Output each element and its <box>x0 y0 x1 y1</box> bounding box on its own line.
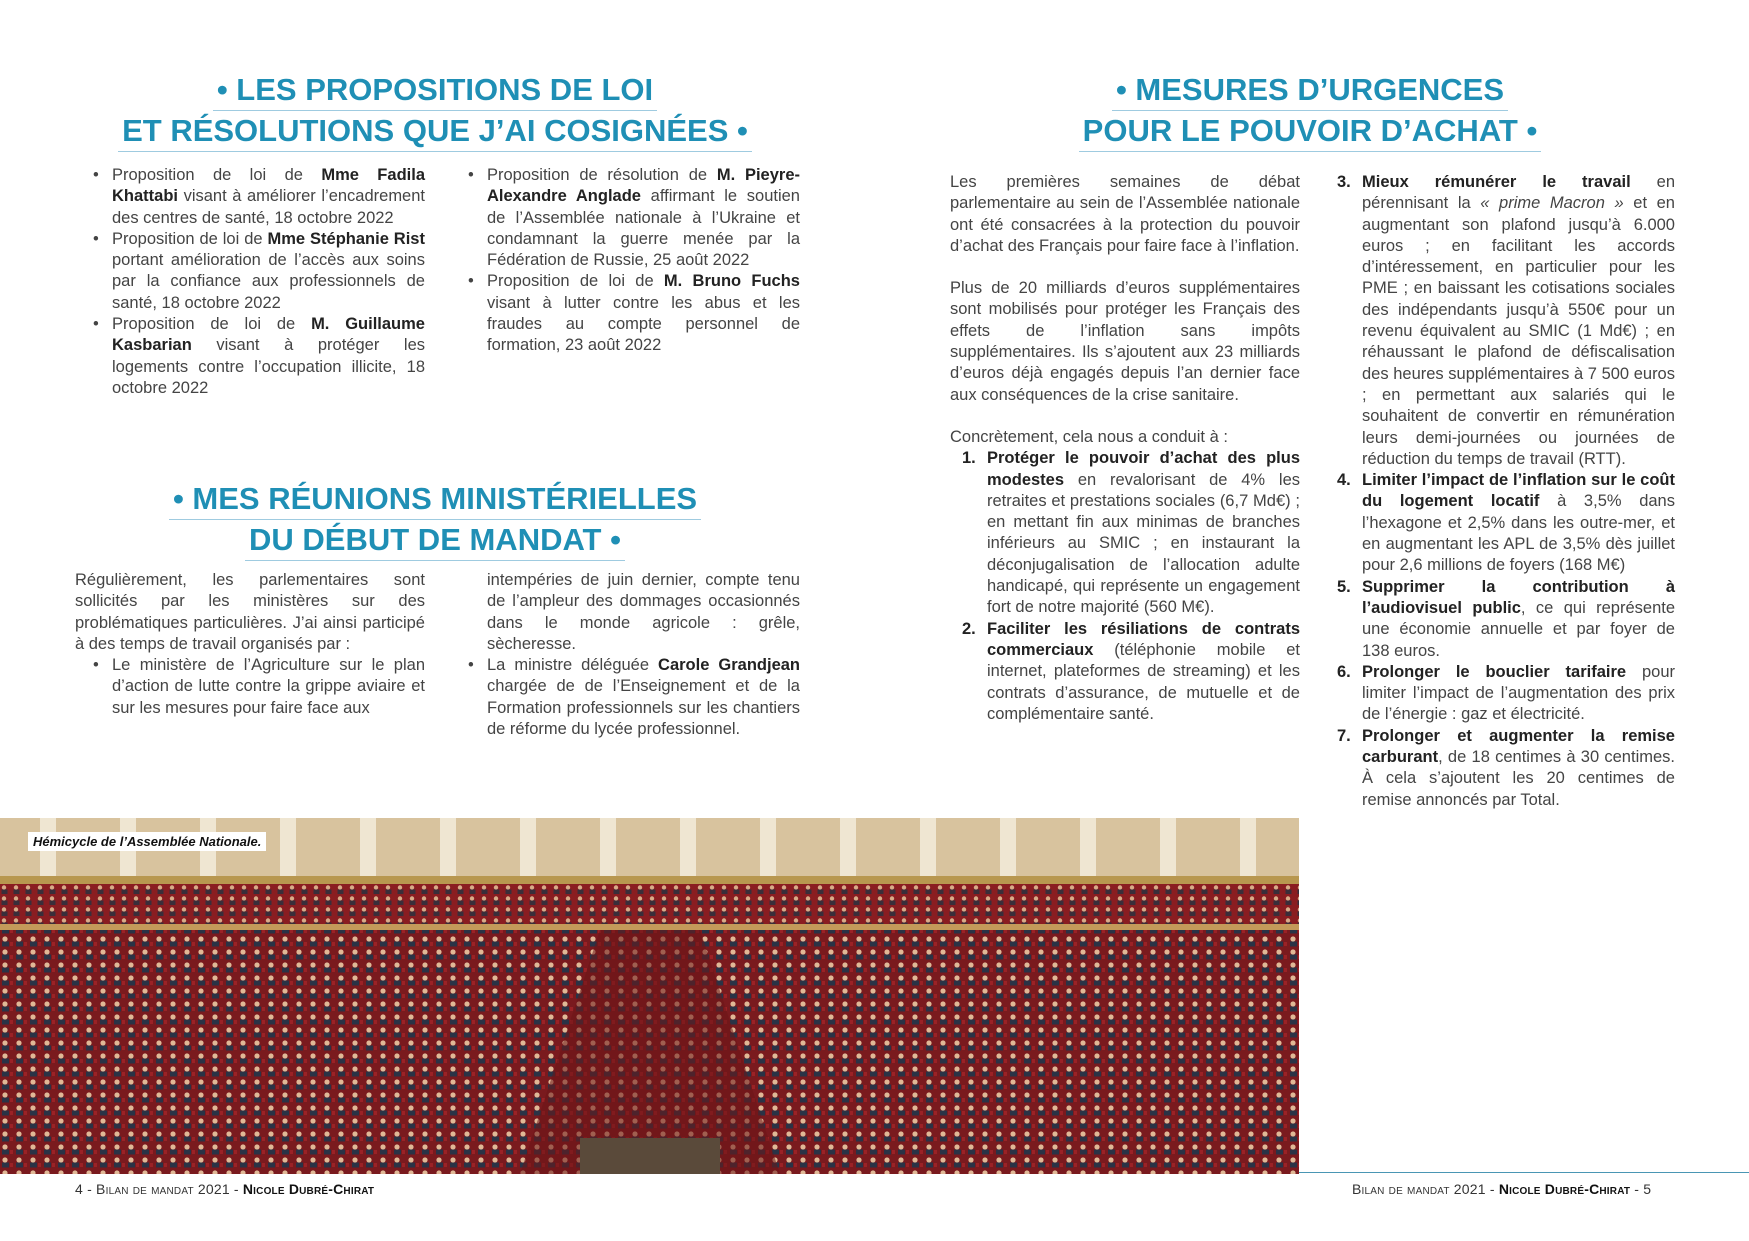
heading-reunions-line2: DU DÉBUT DE MANDAT • <box>245 520 625 561</box>
heading-reunions-line1: • MES RÉUNIONS MINISTÉRIELLES <box>169 479 701 520</box>
list-item: • Proposition de résolution de M. Pieyre-Alexandre Anglade affirmant le soutien de l’Assemblée nationale à l’Ukraine et condamnant la guerre menée par la Fédération de Russie, 25 août 2022 <box>450 165 800 271</box>
footer-title: Bilan de mandat 2021 <box>1352 1181 1486 1197</box>
propositions-list-col1 <box>75 165 425 399</box>
list-item: • Proposition de loi de M. Bruno Fuchs visant à lutter contre les abus et les fraudes au compte personnel de formation, 23 août 2022 <box>450 271 800 356</box>
list-item: 1. Protéger le pouvoir d’achat des plus modestes en revalorisant de 4% les retraites et prestations sociales (6,7 Md€) ; en mettant fin aux minimas de branches inférieurs au SMIC ; en instaurant la déconjugalisation de l’allocation adulte handicapé, qui représente un engagement fort de notre majorité (560 M€). <box>962 449 1300 617</box>
reunions-item1-continued: intempéries de juin dernier, compte tenu de l’ampleur des dommages occasionnés dans le monde agricole : grêle, sècheresse. <box>487 571 800 653</box>
list-item: 3. Mieux rémunérer le travail en pérennisant la « prime Macron » et en augmentant son plafond jusqu’à 6.000 euros ; en facilitant les accords d’intéressement, en particulier pour les PME ; en baissant les cotisations sociales des indépendants jusqu’à 550€ pour un revenu équivalent au SMIC (1 Md€) ; en réhaussant le plafond de défiscalisation des heures supplémentaires à 7 500 euros ; en permettant aux salariés qui le souhaitent de convertir en rémunération leurs demi-journées ou journées de réduction du temps de travail (RTT). <box>1337 173 1675 468</box>
footer-title: Bilan de mandat 2021 <box>96 1181 230 1197</box>
heading-mesures-line1: • MESURES D’URGENCES <box>1112 70 1508 111</box>
heading-mesures-line2: POUR LE POUVOIR D’ACHAT • <box>1079 111 1542 152</box>
list-item: 7. Prolonger et augmenter la remise carburant, de 18 centimes à 30 centimes. À cela s’ajoutent les 20 centimes de remise annoncés par Total. <box>1337 726 1675 809</box>
footer-left: 4 - Bilan de mandat 2021 - Nicole Dubré-Chirat <box>75 1181 375 1197</box>
list-item: 4. Limiter l’impact de l’inflation sur le coût du logement locatif à 3,5% dans l’hexagone et 2,5% dans les outre-mer, et en augmentant les APL de 3,5% dès juillet pour 2,6 millions de foyers (168 M€) <box>1337 471 1675 575</box>
list-item: • La ministre déléguée Carole Grandjean chargée de de l’Enseignement et de la Formation professionnels sur les chantiers de réforme du lycée professionnel. <box>450 655 800 740</box>
list-item: • Proposition de loi de Mme Fadila Khattabi visant à améliorer l’encadrement des centres de santé, 18 octobre 2022 <box>75 165 425 229</box>
footer-rule <box>1299 1172 1749 1173</box>
footer-right: Bilan de mandat 2021 - Nicole Dubré-Chirat - 5 <box>1352 1181 1652 1197</box>
list-item: 2. Faciliter les résiliations de contrats commerciaux (téléphonie mobile et internet, plateformes de streaming) et les contrats d’assurance, de mutuelle et de complémentaire santé. <box>962 619 1300 723</box>
hemicycle-illustration <box>0 818 1299 1174</box>
heading-mesures <box>1060 70 1560 152</box>
footer-author: Nicole Dubré-Chirat <box>242 1181 375 1197</box>
mesures-col2 <box>1325 172 1675 811</box>
mesures-col1 <box>950 172 1300 725</box>
heading-propositions-line1: • LES PROPOSITIONS DE LOI <box>213 70 657 111</box>
reunions-col1 <box>75 570 425 719</box>
hemicycle-photo <box>0 818 1299 1174</box>
heading-propositions-line2: ET RÉSOLUTIONS QUE J’AI COSIGNÉES • <box>118 111 752 152</box>
list-item: • Le ministère de l’Agriculture sur le plan d’action de lutte contre la grippe aviaire et sur les mesures pour faire face aux <box>75 655 425 719</box>
footer-author: Nicole Dubré-Chirat <box>1498 1181 1631 1197</box>
list-item: • Proposition de loi de M. Guillaume Kasbarian visant à protéger les logements contre l’occupation illicite, 18 octobre 2022 <box>75 314 425 399</box>
propositions-list-col2 <box>450 165 800 357</box>
reunions-col2 <box>450 570 800 740</box>
reunions-intro: Régulièrement, les parlementaires sont sollicités par les ministères sur des problématiques particulières. J’ai ainsi participé à des temps de travail organisés par : <box>75 571 425 653</box>
heading-propositions <box>75 70 795 152</box>
mesures-para3: Concrètement, cela nous a conduit à : <box>950 427 1228 446</box>
heading-reunions <box>75 479 795 561</box>
page-number: 4 <box>75 1181 83 1197</box>
page-number: 5 <box>1643 1181 1652 1197</box>
list-item: 6. Prolonger le bouclier tarifaire pour limiter l’impact de l’augmentation des prix de l’énergie : gaz et électricité. <box>1337 662 1675 724</box>
photo-caption: Hémicycle de l’Assemblée Nationale. <box>28 832 266 851</box>
mesures-para2: Plus de 20 milliards d’euros supplémentaires sont mobilisés pour protéger les Français des effets de l’inflation sans impôts supplémentaires. Ils s’ajoutent aux 23 milliards d’euros déjà engagés depuis l’an dernier face aux conséquences de la crise sanitaire. <box>950 279 1300 404</box>
list-item: 5. Supprimer la contribution à l’audiovisuel public, ce qui représente une économie annuelle et par foyer de 138 euros. <box>1337 577 1676 660</box>
list-item: • Proposition de loi de Mme Stéphanie Rist portant amélioration de l’accès aux soins par la confiance aux professionnels de santé, 18 octobre 2022 <box>75 229 425 314</box>
mesures-para1: Les premières semaines de débat parlementaire au sein de l’Assemblée nationale ont été consacrées à la protection du pouvoir d’achat des Français pour faire face à l’inflation. <box>950 173 1300 255</box>
